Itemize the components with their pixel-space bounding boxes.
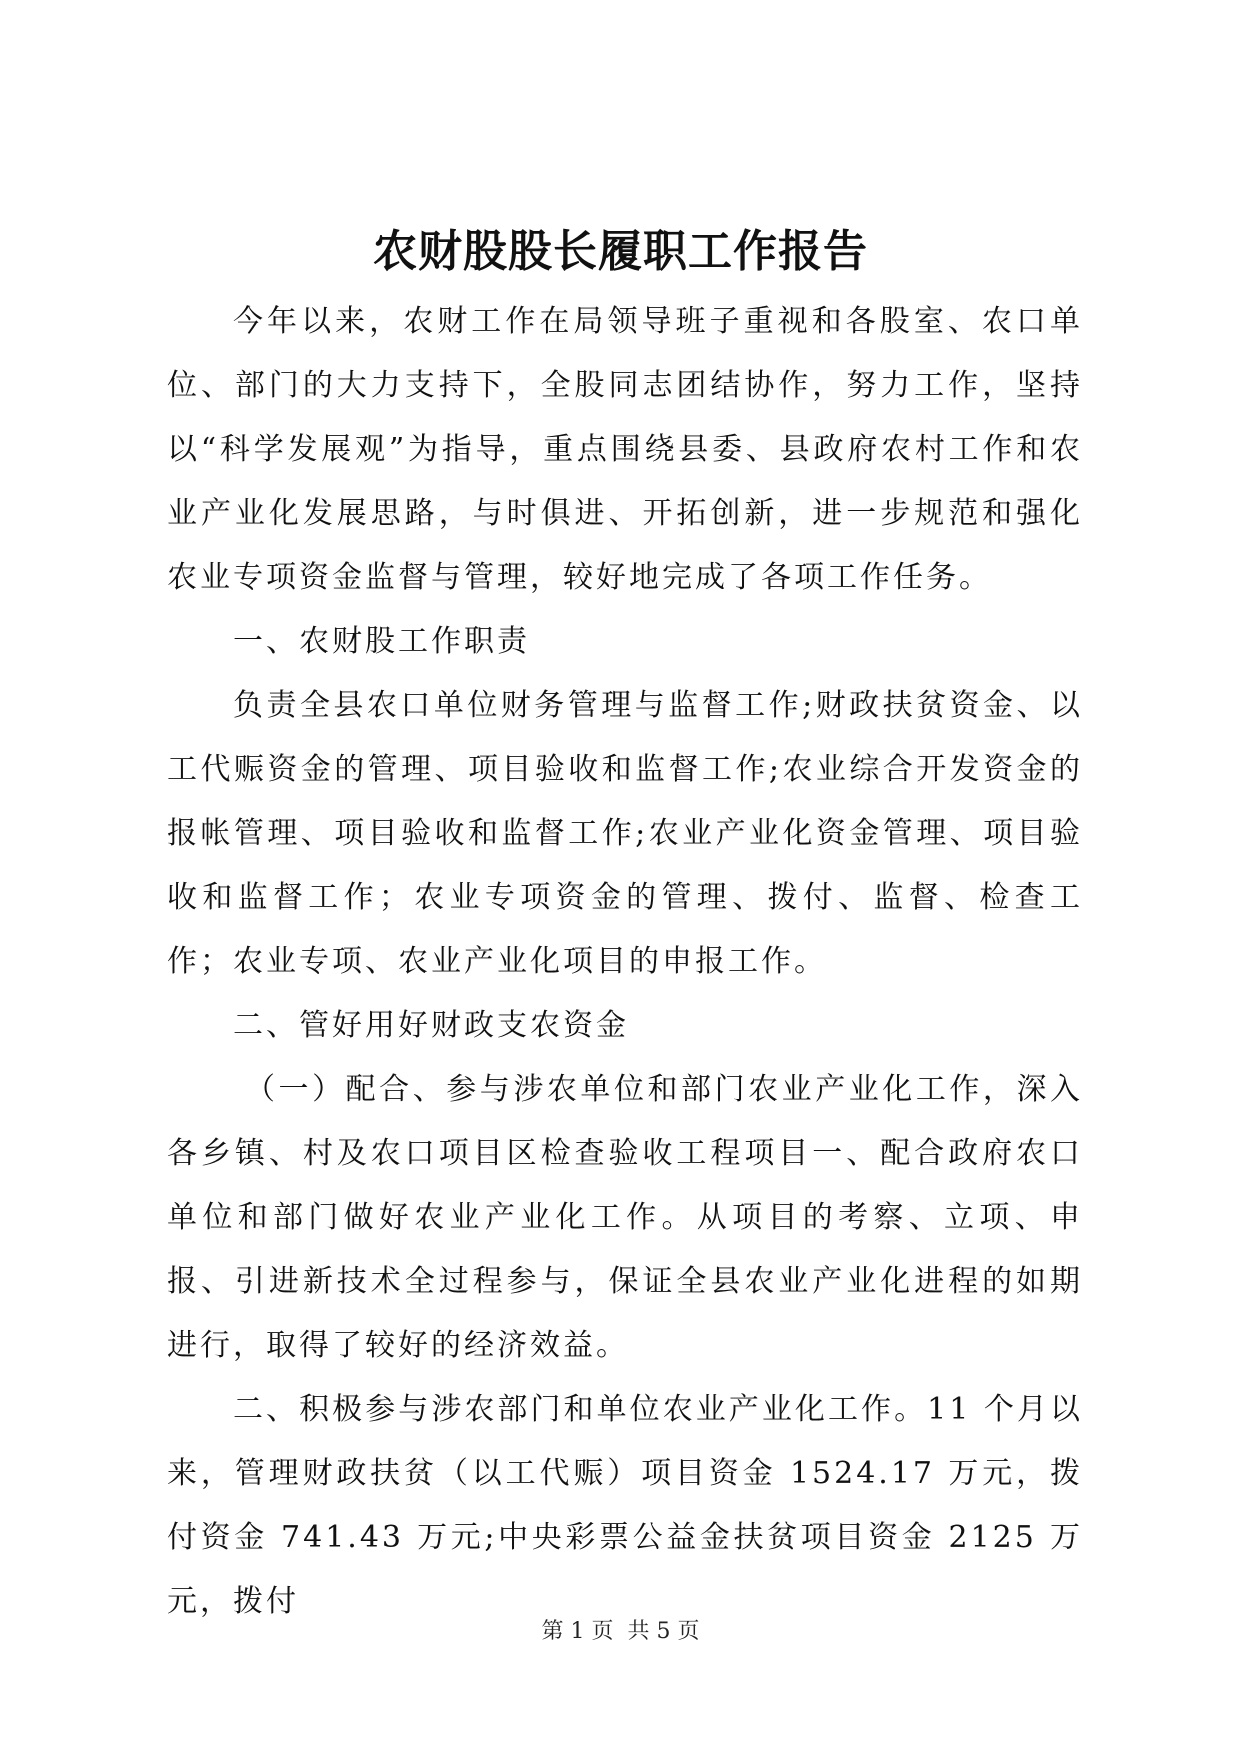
page-number: 第 1 页: [541, 1619, 614, 1644]
document-title: 农财股股长履职工作报告: [373, 226, 868, 277]
section-heading-funds: 二、管好用好财政支农资金: [233, 1008, 629, 1043]
footer-spacer: [614, 1619, 628, 1644]
page-total: 共 5 页: [627, 1619, 700, 1644]
paragraph-duties: 负责全县农口单位财务管理与监督工作;财政扶贫资金、以工代赈资金的管理、项目验收和监督工作;农业综合开发资金的报帐管理、项目验收和监督工作;农业产业化资金管理、项目验收和监督工作；农业专项资金的管理、拨付、监督、检查工作；农业专项、农业产业化项目的申报工作。: [167, 688, 1083, 979]
paragraph-intro: 今年以来，农财工作在局领导班子重视和各股室、农口单位、部门的大力支持下，全股同志团结协作，努力工作，坚持以“科学发展观”为指导，重点围绕县委、县政府农村工作和农业产业化发展思路，与时俱进、开拓创新，进一步规范和强化农业专项资金监督与管理，较好地完成了各项工作任务。: [167, 304, 1083, 595]
document-body: [167, 290, 1083, 1634]
page-footer: [0, 1617, 1241, 1647]
section-heading-duties: 一、农财股工作职责: [233, 624, 530, 659]
paragraph-subsection-2: 二、积极参与涉农部门和单位农业产业化工作。11 个月以来，管理财政扶贫（以工代赈）项目资金 1524.17 万元，拨付资金 741.43 万元;中央彩票公益金扶贫项目资金 2125 万元，拨付: [167, 1392, 1083, 1619]
paragraph-subsection-1: （一）配合、参与涉农单位和部门农业产业化工作，深入各乡镇、村及农口项目区检查验收工程项目一、配合政府农口单位和部门做好农业产业化工作。从项目的考察、立项、申报、引进新技术全过程参与，保证全县农业产业化进程的如期进行，取得了较好的经济效益。: [167, 1072, 1083, 1363]
